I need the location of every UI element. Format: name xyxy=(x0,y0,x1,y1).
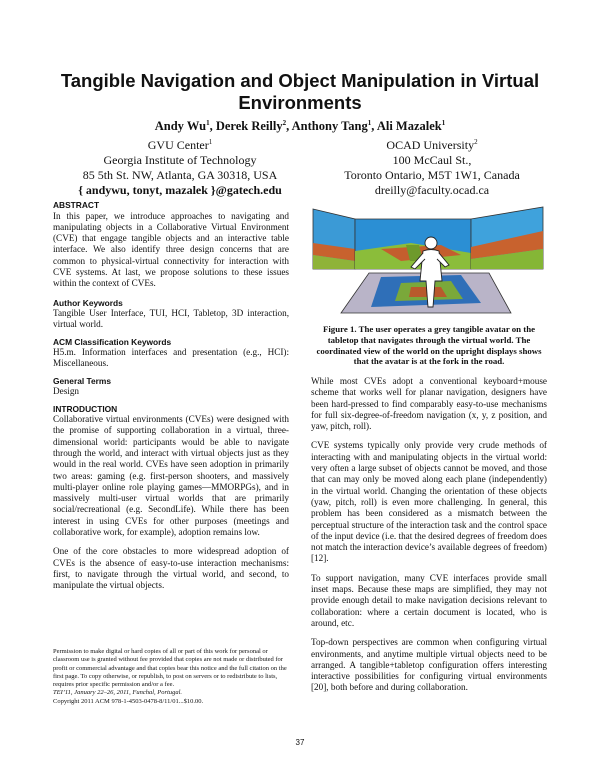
general-terms-text: Design xyxy=(53,386,80,397)
abstract-text: In this paper, we introduce approaches to navigating and manipulating objects in a Collaborative Virtual Environment (CVE) that engage tangible objects and an interactive table interface. We also identify three design concerns that are common to physical-virtual connectivity for interaction with CVE systems. At last, we propose solutions to these issues within the context of CVEs. xyxy=(53,210,289,289)
figure-caption: Figure 1. The user operates a grey tangible avatar on the tabletop that navigates through the virtual world. The coordinated view of the world on the upright displays shows that the avatar is at the fork in the road. xyxy=(316,324,542,367)
author-name: Anthony Tang xyxy=(291,119,368,133)
affiliation-org: GVU Center$^1$ xyxy=(147,138,213,152)
body-paragraph: CVE systems typically only provide very crude methods of interacting with and manipulating objects in the virtual world: very often a large subset of objects cannot be moved, and those that can may only be moved along each plane (independently) in the virtual world. Changing the orientation of these objects (yaw, pitch, roll) is even more challenging. In general, this problem has been considered as a mismatch between the perceptual structure of the interaction task and the control space of the input device (i.e. that the desired degrees of freedom does not match the interaction device’s available degrees of freedom) [12]. xyxy=(311,440,547,564)
figure-1-illustration xyxy=(311,203,547,318)
affiliation-line: 100 McCaul St., xyxy=(392,153,472,167)
body-paragraph: While most CVEs adopt a conventional keyboard+mouse scheme that works well for planar navigation, designers have been hard-pressed to find comparably easy-to-use mechanisms for full six-degree-of-freedom navigation (x, y, z position, and yaw, pitch, roll). xyxy=(311,376,547,432)
author-keywords-text: Tangible User Interface, TUI, HCI, Tabletop, 3D interaction, virtual world. xyxy=(53,308,289,330)
author-affil-mark: 1 xyxy=(367,118,372,127)
author-keywords-heading: Author Keywords xyxy=(53,297,123,308)
affiliation-line: Georgia Institute of Technology xyxy=(103,153,257,167)
introduction-paragraph: One of the core obstacles to more widespread adoption of CVEs is the absence of easy-to-use interaction mechanisms: first, to navigate through the virtual world, and second, to manipulate the virtual objects. xyxy=(53,546,289,591)
right-display xyxy=(471,207,543,269)
author-affil-mark: 1 xyxy=(441,118,446,127)
body-paragraph: To support navigation, many CVE interfaces provide small inset maps. Because these maps are simplified, they may not provide enough detail to make navigation decisions relevant to collaboration: where a certain document is located, who is around, etc. xyxy=(311,572,547,628)
author-affil-mark: 2 xyxy=(282,118,287,127)
body-paragraph: Top-down perspectives are common when configuring virtual environments, and anytime multiple virtual objects need to be arranged. A tangible+tabletop configuration offers interesting interactive possibilities for configuring virtual environments [20], both before and during collaboration. xyxy=(311,637,547,693)
paper-title: Tangible Navigation and Object Manipulation in Virtual Environments xyxy=(60,70,540,113)
affiliation-line: Toronto Ontario, M5T 1W1, Canada xyxy=(344,168,520,182)
page-number: 37 xyxy=(295,738,305,747)
right-column xyxy=(311,376,547,702)
affiliation-right xyxy=(312,138,552,198)
abstract-heading: ABSTRACT xyxy=(53,200,100,210)
author-list: Andy Wu$^1$, Derek Reilly$^2$, Anthony Tang$^1$, Ali Mazalek$^1$ xyxy=(154,118,446,133)
acm-keywords-heading: ACM Classification Keywords xyxy=(53,336,172,347)
center-display xyxy=(355,219,471,269)
left-column xyxy=(53,200,289,600)
author-affil-mark: 1 xyxy=(206,118,210,127)
affiliation-org: OCAD University$^2$ xyxy=(386,138,478,152)
affiliation-line: 85 5th St. NW, Atlanta, GA 30318, USA xyxy=(82,168,278,182)
general-terms-heading: General Terms xyxy=(53,375,112,386)
author-name: Ali Mazalek xyxy=(376,119,442,133)
affiliation-email: dreilly@faculty.ocad.ca xyxy=(374,183,490,197)
author-name: Andy Wu xyxy=(154,119,207,133)
introduction-paragraph: Collaborative virtual environments (CVEs) were designed with the promise of supporting collaboration in a virtual, three-dimensional world: participants would be able to navigate through the world, and interact with virtual objects just as they would in the real world. CVEs have seen adoption in primarily two areas: gaming (e.g. first-person shooters, and massively multi-player online role playing games—MMORPGs), and in massively multi-user virtual worlds that are primarily social/recreational (e.g. SecondLife). While there has been interest in using CVEs for other purposes (meetings and collaborative work, for example), adoption remains low. xyxy=(53,414,289,538)
affiliation-email: { andywu, tonyt, mazalek }@gatech.edu xyxy=(78,183,282,197)
acm-keywords-text: H5.m. Information interfaces and presentation (e.g., HCI): Miscellaneous. xyxy=(53,347,289,369)
copyright-notice xyxy=(53,648,293,706)
left-display xyxy=(313,209,355,269)
affiliation-left xyxy=(60,138,300,198)
copyright-line: Copyright 2011 ACM 978-1-4503-0478-8/11/01...$10.00. xyxy=(53,697,204,705)
author-name: Derek Reilly xyxy=(215,119,283,133)
introduction-heading: INTRODUCTION xyxy=(53,403,118,414)
permission-text: Permission to make digital or hard copies of all or part of this work for personal or classroom use is granted without fee provided that copies are not made or distributed for profit or commercial advantage and that copies bear this notice and the full citation on the first page. To copy otherwise, or republish, to post on servers or to redistribute to lists, requires prior specific permission and/or a fee. xyxy=(53,648,287,689)
venue-text: TEI’11, January 22–26, 2011, Funchal, Portugal. xyxy=(53,689,183,697)
